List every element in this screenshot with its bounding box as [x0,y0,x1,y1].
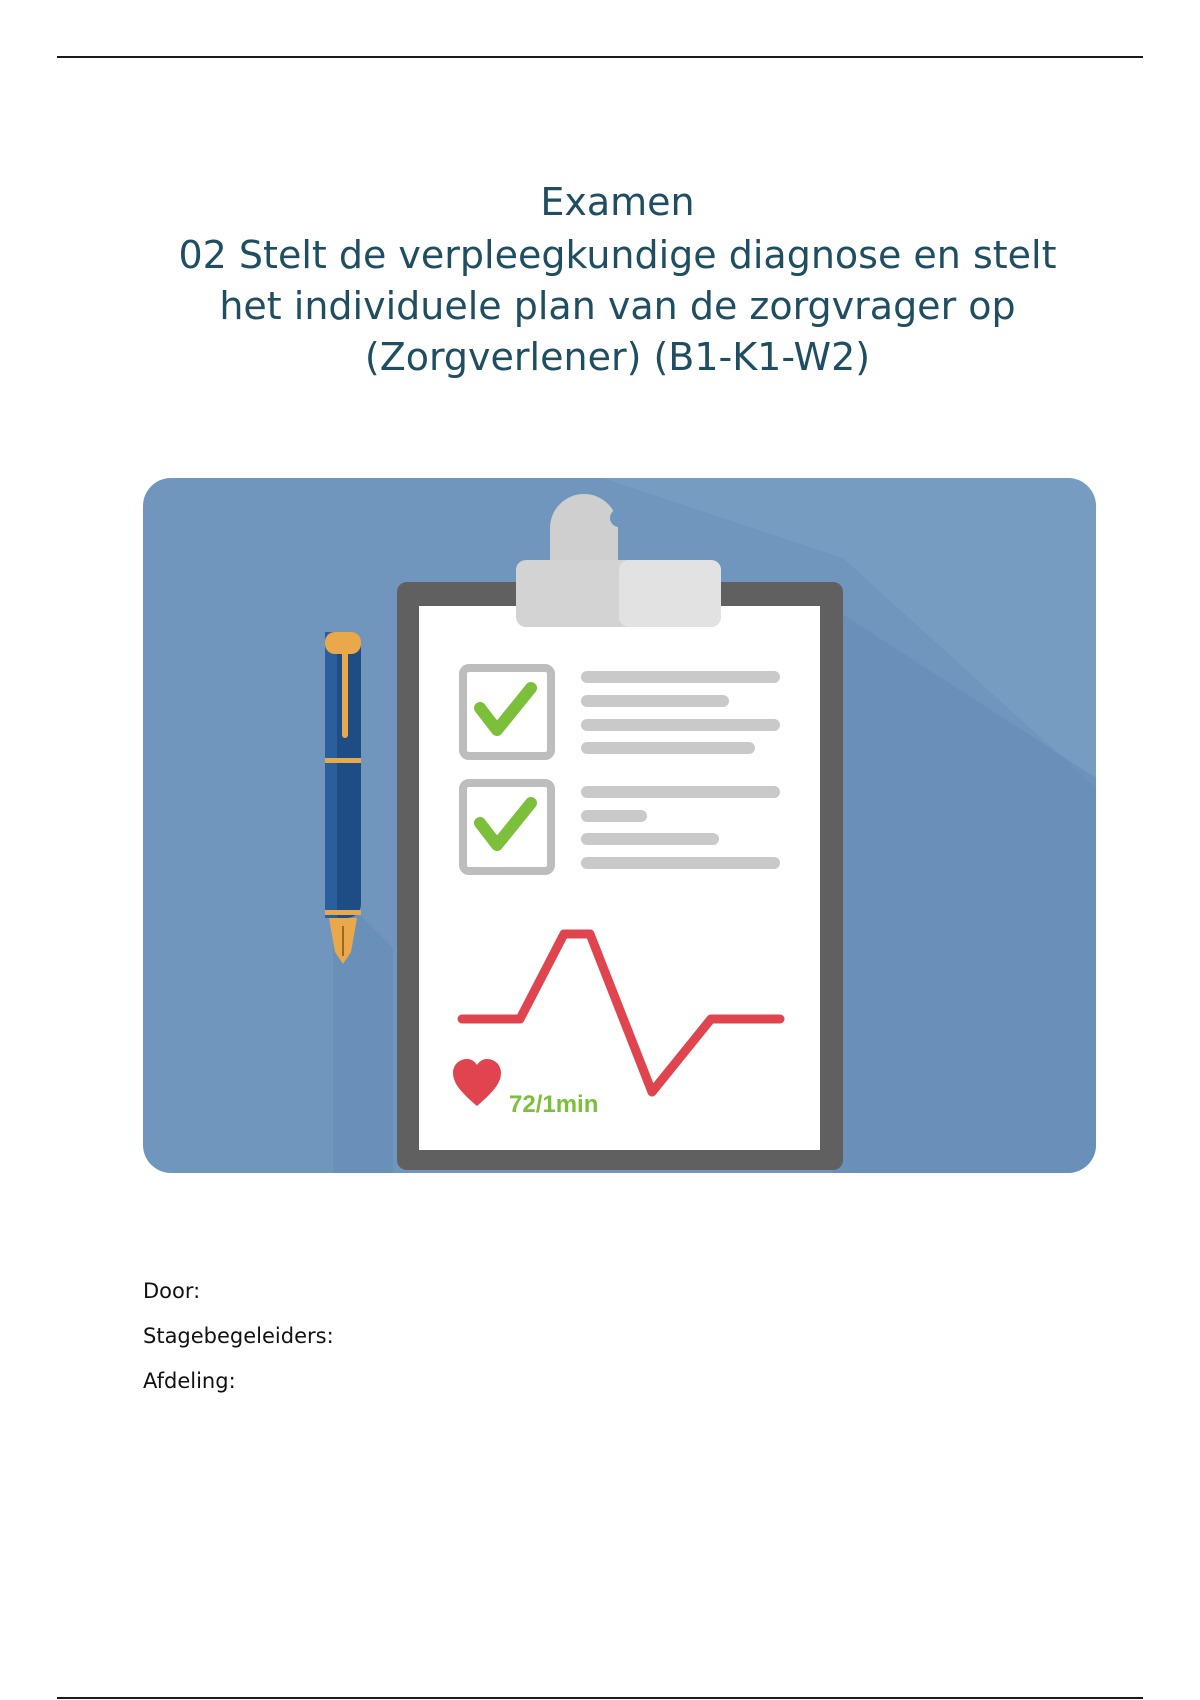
document-subtitle-line-3: (Zorgverlener) (B1-K1-W2) [364,335,871,379]
document-title: Examen [540,180,695,224]
pulse-label: 72/1min [509,1091,599,1118]
title-block [100,178,1135,383]
document-subtitle-line-2: het individuele plan van de zorgvrager op [219,284,1016,328]
metadata-fields [143,1278,334,1413]
field-stagebegeleiders: Stagebegeleiders: [143,1324,334,1348]
field-door: Door: [143,1279,201,1303]
field-afdeling: Afdeling: [143,1369,236,1393]
bottom-rule [57,1697,1143,1699]
clipboard-illustration [143,478,1096,1173]
document-subtitle-line-1: 02 Stelt de verpleegkundige diagnose en stelt [178,233,1057,277]
clipboard-checklist-heartbeat-icon [143,478,1096,1173]
fountain-pen-icon [325,632,361,964]
top-rule [57,56,1143,58]
clip-ring [550,494,618,564]
